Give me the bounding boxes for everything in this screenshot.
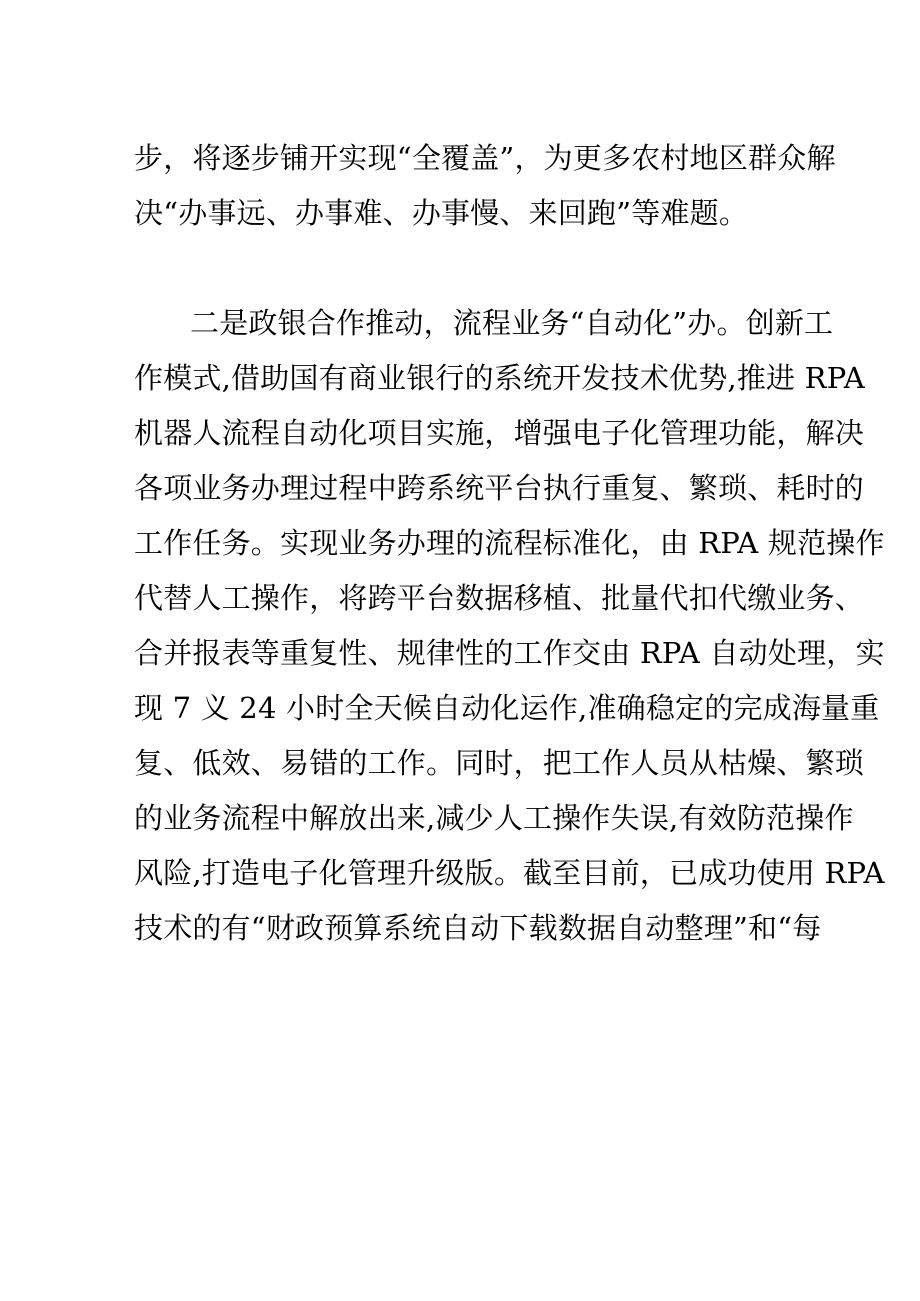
paragraph-line-5: 机器人流程自动化项目实施，增强电子化管理功能，解决 xyxy=(134,416,865,450)
paragraph-line-2: 决“办事远、办事难、办事慢、来回跑”等难题。 xyxy=(134,196,749,230)
paragraph-line-13: 风险,打造电子化管理升级版。截至目前，已成功使用 RPA xyxy=(134,856,885,890)
paragraph-line-11: 复、低效、易错的工作。同时，把工作人员从枯燥、繁琐 xyxy=(134,746,865,780)
paragraph-line-8: 代替人工操作，将跨平台数据移植、批量代扣代缴业务、 xyxy=(134,581,865,615)
paragraph-line-6: 各项业务办理过程中跨系统平台执行重复、繁琐、耗时的 xyxy=(134,471,865,505)
paragraph-line-3: 二是政银合作推动，流程业务“自动化”办。创新工 xyxy=(190,306,834,340)
paragraph-line-10: 现 7 义 24 小时全天候自动化运作,准确稳定的完成海量重 xyxy=(134,691,880,725)
paragraph-line-7: 工作任务。实现业务办理的流程标准化，由 RPA 规范操作 xyxy=(134,526,885,560)
paragraph-line-4: 作模式,借助国有商业银行的系统开发技术优势,推进 RPA xyxy=(134,361,865,395)
paragraph-line-12: 的业务流程中解放出来,减少人工操作失误,有效防范操作 xyxy=(134,801,854,835)
paragraph-line-1: 步，将逐步铺开实现“全覆盖”，为更多农村地区群众解 xyxy=(134,141,836,175)
paragraph-line-14: 技术的有“财政预算系统自动下载数据自动整理”和“每 xyxy=(134,911,822,945)
paragraph-line-9: 合并报表等重复性、规律性的工作交由 RPA 自动处理，实 xyxy=(134,636,885,670)
